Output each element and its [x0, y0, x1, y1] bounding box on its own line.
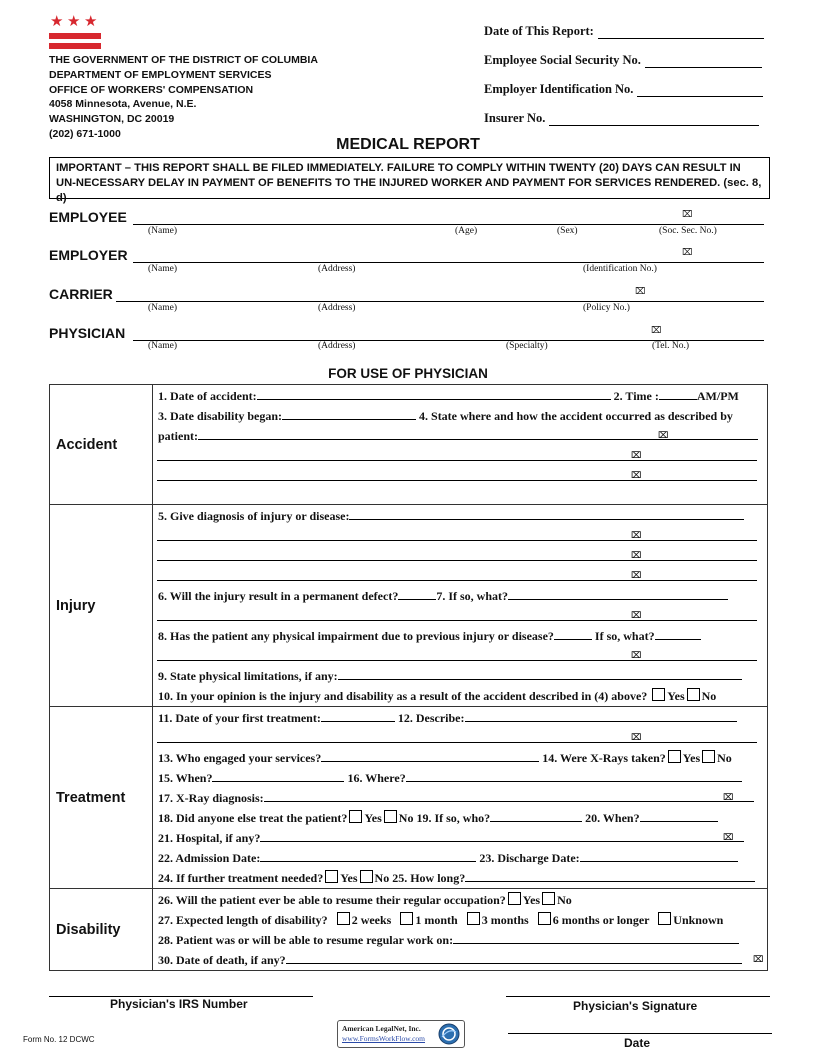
physician-table	[49, 384, 768, 971]
q5-line-row	[153, 526, 767, 546]
checkbox-icon: ⌧	[631, 571, 642, 581]
signature-label: Physician's Signature	[573, 999, 698, 1013]
q30-input[interactable]	[286, 951, 742, 964]
q4-cont-label: patient:	[158, 429, 198, 443]
q6-label: 6. Will the injury result in a permanent defect?	[158, 589, 399, 603]
q15-input[interactable]	[212, 769, 344, 782]
q17-row	[153, 788, 767, 808]
q9-label: 9. State physical limitations, if any:	[158, 669, 338, 683]
q7-label: 7. If so, what?	[436, 589, 508, 603]
q24-no-checkbox[interactable]	[360, 870, 373, 883]
physician-name-caption: (Name)	[148, 341, 178, 351]
insurer-no-label: Insurer No.	[484, 111, 546, 125]
carrier-policy-caption: (Policy No.)	[583, 303, 630, 313]
publisher-name: American LegalNet, Inc.	[342, 1024, 421, 1033]
q15-row	[153, 768, 767, 788]
q5-line-row	[153, 566, 767, 586]
q27-option-checkbox[interactable]	[538, 912, 551, 925]
q24-label: 24. If further treatment needed?	[158, 871, 324, 885]
physician-specialty-caption: (Specialty)	[506, 341, 548, 351]
disability-section	[50, 889, 768, 971]
employer-address-caption: (Address)	[318, 264, 356, 274]
q26-yes-checkbox[interactable]	[508, 892, 521, 905]
q10-no-checkbox[interactable]	[687, 688, 700, 701]
q22-input[interactable]	[260, 849, 476, 862]
q17-input[interactable]	[264, 789, 754, 802]
q16-label: 16. Where?	[347, 771, 406, 785]
injury-section	[50, 505, 768, 707]
q2-label: 2. Time :	[613, 389, 659, 403]
injury-label: Injury	[50, 505, 153, 707]
q24-yes-checkbox[interactable]	[325, 870, 338, 883]
checkbox-icon: ⌧	[631, 451, 642, 461]
agency-line: OFFICE OF WORKERS' COMPENSATION	[49, 83, 254, 96]
q8-input[interactable]	[554, 627, 592, 640]
q27-option-checkbox[interactable]	[400, 912, 413, 925]
q4-row	[153, 426, 767, 446]
carrier-name-caption: (Name)	[148, 303, 178, 313]
q5-row	[153, 506, 767, 526]
date-line[interactable]	[508, 1033, 772, 1034]
q19-label: 19. If so, who?	[416, 811, 491, 825]
q24-no-label: No	[374, 871, 390, 885]
q27-row	[153, 910, 767, 930]
employer-id-label: Employer Identification No.	[484, 82, 634, 96]
q25-input[interactable]	[465, 869, 755, 882]
employer-name-caption: (Name)	[148, 264, 178, 274]
accident-section	[50, 385, 768, 505]
q13-input[interactable]	[321, 749, 539, 762]
q13-row	[153, 748, 767, 768]
q28-label: 28. Patient was or will be able to resume regular work on:	[158, 933, 454, 947]
q18-yes-checkbox[interactable]	[349, 810, 362, 823]
q4-input[interactable]	[198, 427, 758, 440]
q10-no-label: No	[701, 689, 717, 703]
agency-line: (202) 671-1000	[49, 127, 121, 140]
q26-label: 26. Will the patient ever be able to resume their regular occupation?	[158, 893, 506, 907]
q14-no-label: No	[717, 751, 732, 765]
physician-label: PHYSICIAN	[49, 325, 126, 341]
q20-label: 20. When?	[585, 811, 640, 825]
q26-no-label: No	[557, 893, 572, 907]
date-label: Date	[624, 1036, 651, 1050]
publisher-logo[interactable]	[337, 1020, 465, 1048]
insurer-no-field[interactable]	[484, 111, 759, 126]
q26-row	[153, 890, 767, 910]
q12-line-row	[153, 728, 767, 748]
report-date-field[interactable]	[484, 24, 764, 39]
employee-label: EMPLOYEE	[49, 209, 127, 225]
q16-input[interactable]	[406, 769, 742, 782]
physician-address-caption: (Address)	[318, 341, 356, 351]
employer-line[interactable]	[133, 261, 764, 263]
q14-yes-checkbox[interactable]	[668, 750, 681, 763]
agency-line: WASHINGTON, DC 20019	[49, 113, 175, 126]
q17-label: 17. X-Ray diagnosis:	[158, 791, 264, 805]
q1-row	[153, 386, 767, 406]
checkbox-icon: ⌧	[753, 955, 764, 965]
q22-label: 22. Admission Date:	[158, 851, 261, 865]
q10-row	[153, 686, 767, 706]
q18-no-label: No	[398, 811, 414, 825]
q1-input[interactable]	[257, 387, 611, 400]
q10-label: 10. In your opinion is the injury and disability as a result of the accident described in (4) above?	[158, 689, 648, 703]
q8-line-row	[153, 646, 767, 666]
employee-age-caption: (Age)	[455, 226, 478, 236]
treatment-label: Treatment	[50, 707, 153, 889]
form-number: Form No. 12 DCWC	[23, 1035, 95, 1044]
q23-label: 23. Discharge Date:	[479, 851, 580, 865]
q18-label: 18. Did anyone else treat the patient?	[158, 811, 348, 825]
employee-ssn-caption: (Soc. Sec. No.)	[659, 226, 717, 236]
q14-yes-label: Yes	[682, 751, 701, 765]
q2-input[interactable]	[659, 387, 697, 400]
q18-yes-label: Yes	[364, 811, 382, 825]
disability-label: Disability	[50, 889, 153, 971]
checkbox-icon: ⌧	[631, 611, 642, 621]
q4-line-row	[153, 446, 767, 466]
employee-sex-caption: (Sex)	[557, 226, 578, 236]
agency-line: DEPARTMENT OF EMPLOYMENT SERVICES	[49, 68, 272, 81]
checkbox-icon: ⌧	[682, 248, 693, 258]
flag-bar	[49, 43, 101, 49]
q8-label: 8. Has the patient any physical impairment due to previous injury or disease?	[158, 629, 554, 643]
employer-label: EMPLOYER	[49, 247, 128, 263]
section-heading: FOR USE OF PHYSICIAN	[328, 366, 488, 381]
irs-number-label: Physician's IRS Number	[110, 997, 248, 1011]
q27-option-label: Unknown	[673, 913, 724, 927]
q11-row	[153, 708, 767, 728]
q7-input[interactable]	[508, 587, 728, 600]
checkbox-icon: ⌧	[631, 531, 642, 541]
q28-input[interactable]	[453, 931, 739, 944]
checkbox-icon: ⌧	[723, 833, 734, 843]
accident-label: Accident	[50, 385, 153, 505]
flag-star-icon: ★	[84, 12, 98, 30]
q10-yes-label: Yes	[667, 689, 685, 703]
employer-id-caption: (Identification No.)	[583, 264, 657, 274]
q18-no-checkbox[interactable]	[384, 810, 397, 823]
q27-option-label: 1 month	[415, 913, 458, 927]
q12-label: 12. Describe:	[397, 711, 465, 725]
q27-option-checkbox[interactable]	[467, 912, 480, 925]
q11-input[interactable]	[321, 709, 395, 722]
q27-option-checkbox[interactable]	[337, 912, 350, 925]
q11-label: 11. Date of your first treatment:	[158, 711, 321, 725]
q24-yes-label: Yes	[340, 871, 358, 885]
checkbox-icon: ⌧	[631, 471, 642, 481]
q9-input[interactable]	[338, 667, 742, 680]
q28-row	[153, 930, 767, 950]
q21-row	[153, 828, 767, 848]
q6-input[interactable]	[398, 587, 436, 600]
q8b-input[interactable]	[655, 627, 701, 640]
q12-input[interactable]	[465, 709, 737, 722]
q9-row	[153, 666, 767, 686]
q3-label: 3. Date disability began:	[158, 409, 283, 423]
q14-no-checkbox[interactable]	[702, 750, 715, 763]
q27-option-label: 6 months or longer	[552, 913, 650, 927]
checkbox-icon: ⌧	[723, 793, 734, 803]
q27-option-label: 2 weeks	[351, 913, 392, 927]
q6-row	[153, 586, 767, 606]
q7-line-row	[153, 606, 767, 626]
q2-ampm: AM/PM	[696, 389, 739, 403]
q4-line-row	[153, 466, 767, 486]
important-notice: IMPORTANT – THIS REPORT SHALL BE FILED IMMEDIATELY. FAILURE TO COMPLY WITHIN TWENTY (20) DAYS CAN RESULT IN UN-NECESSARY DELAY IN PAYMENT OF BENEFITS TO THE INJURED WORKER AND PAYMENT FOR SERVICES RENDERED. (sec. 8, d)	[49, 157, 770, 199]
checkbox-icon: ⌧	[631, 651, 642, 661]
flag-star-icon: ★	[67, 12, 81, 30]
q26-no-checkbox[interactable]	[542, 892, 555, 905]
employee-ssn-field[interactable]	[484, 53, 762, 68]
q3-row	[153, 406, 767, 426]
q20-input[interactable]	[640, 809, 718, 822]
signature-line[interactable]	[506, 996, 770, 997]
q3-input[interactable]	[282, 407, 416, 420]
checkbox-icon: ⌧	[631, 551, 642, 561]
q5-label: 5. Give diagnosis of injury or disease:	[158, 509, 350, 523]
q8-row	[153, 626, 767, 646]
agency-line: 4058 Minnesota, Avenue, N.E.	[49, 98, 197, 111]
page-title: MEDICAL REPORT	[336, 136, 480, 153]
q18-row	[153, 808, 767, 828]
checkbox-icon: ⌧	[635, 287, 646, 297]
q27-option-label: 3 months	[481, 913, 529, 927]
q23-input[interactable]	[580, 849, 738, 862]
q1-label: 1. Date of accident:	[158, 389, 257, 403]
employer-id-field[interactable]	[484, 82, 763, 97]
q25-label: 25. How long?	[392, 871, 466, 885]
agency-address	[49, 53, 318, 142]
q30-row	[153, 950, 767, 970]
q14-label: 14. Were X-Rays taken?	[542, 751, 666, 765]
q27-label: 27. Expected length of disability?	[158, 913, 328, 927]
q19-input[interactable]	[490, 809, 582, 822]
globe-icon	[438, 1023, 460, 1045]
q5-input[interactable]	[349, 507, 744, 520]
physician-tel-caption: (Tel. No.)	[652, 341, 690, 351]
carrier-line[interactable]	[116, 300, 764, 302]
q15-label: 15. When?	[158, 771, 213, 785]
publisher-url: www.FormsWorkFlow.com	[342, 1034, 426, 1043]
employee-ssn-label: Employee Social Security No.	[484, 53, 641, 67]
q10-yes-checkbox[interactable]	[652, 688, 665, 701]
q13-label: 13. Who engaged your services?	[158, 751, 322, 765]
employee-line[interactable]	[133, 223, 764, 225]
checkbox-icon: ⌧	[651, 326, 662, 336]
q27-option-checkbox[interactable]	[658, 912, 671, 925]
report-date-label: Date of This Report:	[484, 24, 594, 38]
flag-star-icon: ★	[50, 12, 64, 30]
checkbox-icon: ⌧	[658, 431, 669, 441]
employee-name-caption: (Name)	[148, 226, 178, 236]
carrier-label: CARRIER	[49, 286, 113, 302]
agency-line: THE GOVERNMENT OF THE DISTRICT OF COLUMBIA	[49, 54, 318, 66]
q8b-label: If so, what?	[594, 629, 655, 643]
q26-yes-label: Yes	[522, 893, 541, 907]
treatment-section	[50, 707, 768, 889]
q24-row	[153, 868, 767, 888]
carrier-address-caption: (Address)	[318, 303, 356, 313]
q22-row	[153, 848, 767, 868]
q4-label: 4. State where and how the accident occurred as described by	[419, 409, 733, 423]
checkbox-icon: ⌧	[631, 733, 642, 743]
q5-line-row	[153, 546, 767, 566]
checkbox-icon: ⌧	[682, 210, 693, 220]
flag-bar	[49, 33, 101, 39]
q21-label: 21. Hospital, if any?	[158, 831, 261, 845]
q21-input[interactable]	[260, 829, 744, 842]
q30-label: 30. Date of death, if any?	[158, 953, 286, 967]
